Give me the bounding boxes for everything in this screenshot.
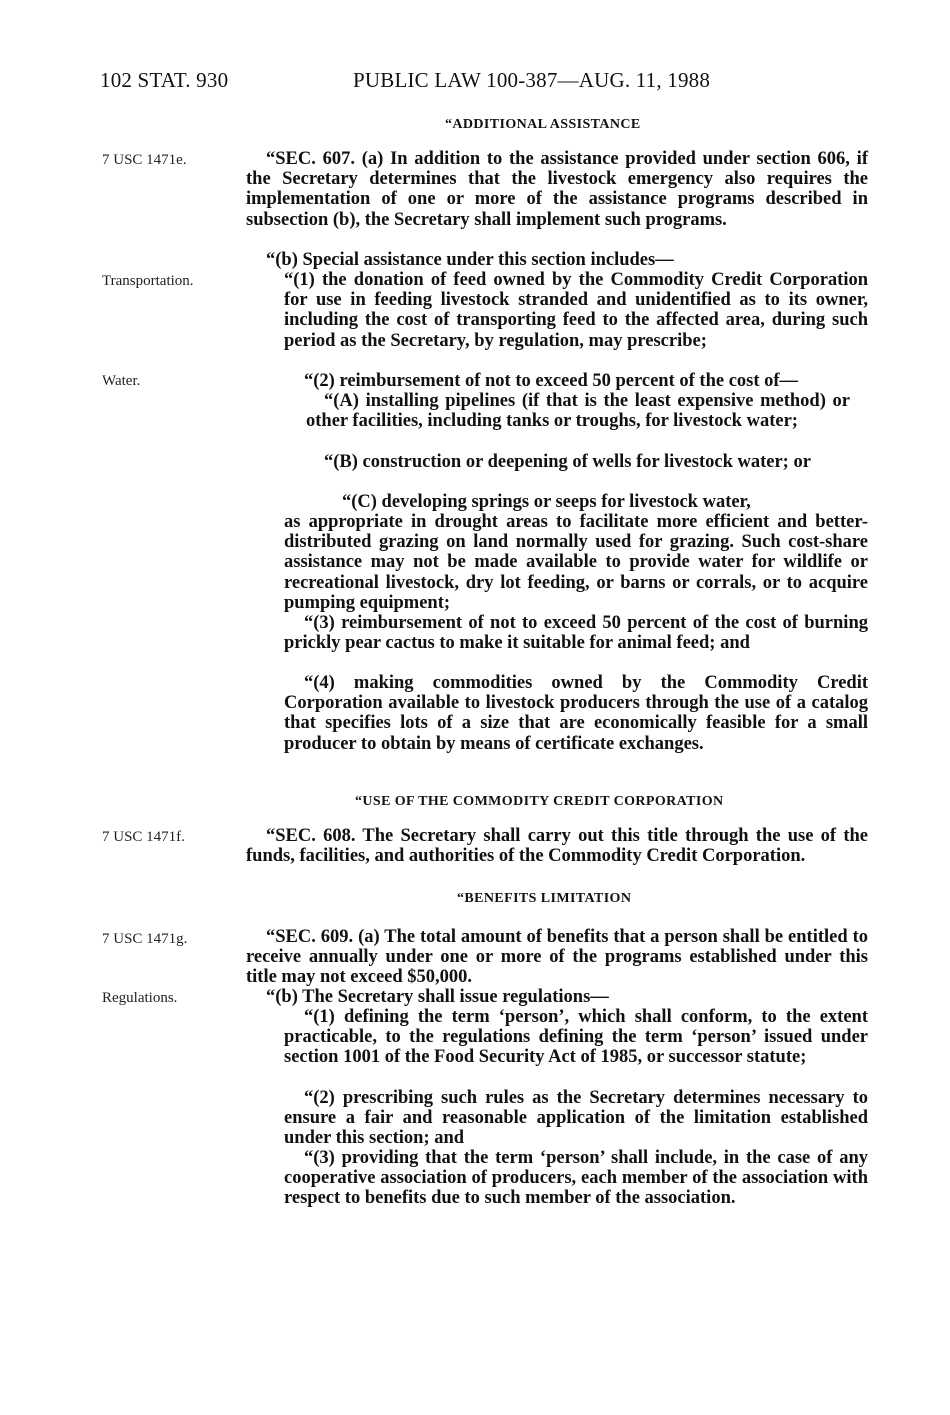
sec-607-b-paragraph-4: “(4) making commodities owned by the Commodity Credit Corporation available to livestock producers through the use of a catalog that specifies lots of a size that are economically feasible for a small producer to obtain by means of certificate exchanges.	[284, 673, 868, 754]
sec-609-subsection-b: “(b) The Secretary shall issue regulations—	[266, 987, 609, 1007]
heading-use-of-ccc: “USE OF THE COMMODITY CREDIT CORPORATION	[355, 794, 724, 809]
sec-607-b-2-B: “(B) construction or deepening of wells for livestock water; or	[324, 452, 811, 472]
margin-note-7-usc-1471f: 7 USC 1471f.	[102, 829, 185, 845]
sec-609-b-paragraph-1: “(1) defining the term ‘person’, which shall conform, to the extent practicable, to the regulations defining the term ‘person’ issued under section 1001 of the Food Security Act of 1985, or successor statute;	[284, 1007, 868, 1068]
sec-608-text: “SEC. 608. The Secretary shall carry out this title through the use of the funds, facilities, and authorities of the Commodity Credit Corporation.	[246, 826, 868, 867]
sec-607-b-2-C: “(C) developing springs or seeps for livestock water,	[342, 492, 751, 512]
page-stat-number: 102 STAT. 930	[100, 68, 229, 92]
sec-607-b-paragraph-2: “(2) reimbursement of not to exceed 50 percent of the cost of—	[304, 371, 799, 391]
margin-note-transportation: Transportation.	[102, 273, 194, 289]
heading-benefits-limitation: “BENEFITS LIMITATION	[457, 891, 632, 906]
sec-607-b-paragraph-3: “(3) reimbursement of not to exceed 50 percent of the cost of burning prickly pear cactus to make it suitable for animal feed; and	[284, 613, 868, 654]
margin-note-regulations: Regulations.	[102, 990, 178, 1006]
sec-607-b-2-A: “(A) installing pipelines (if that is the least expensive method) or other facilities, including tanks or troughs, for livestock water;	[306, 391, 850, 432]
margin-note-7-usc-1471g: 7 USC 1471g.	[102, 931, 188, 947]
margin-note-7-usc-1471e: 7 USC 1471e.	[102, 152, 187, 168]
sec-607-subsection-b: “(b) Special assistance under this section includes—	[266, 250, 674, 270]
sec-609-subsection-a: “SEC. 609. (a) The total amount of benefits that a person shall be entitled to receive annually under one or more of the programs established under this title may not exceed $50,000.	[246, 927, 868, 988]
sec-609-b-paragraph-3: “(3) providing that the term ‘person’ shall include, in the case of any cooperative association of producers, each member of the association with respect to benefits due to such member of the association.	[284, 1148, 868, 1209]
sec-609-b-paragraph-2: “(2) prescribing such rules as the Secretary determines necessary to ensure a fair and reasonable application of the limitation established under this section; and	[284, 1088, 868, 1149]
sec-607-subsection-a: “SEC. 607. (a) In addition to the assistance provided under section 606, if the Secretary determines that the livestock emergency also requires the implementation of one or more of the assistance programs described in subsection (b), the Secretary shall implement such programs.	[246, 149, 868, 230]
running-title: PUBLIC LAW 100-387—AUG. 11, 1988	[353, 68, 711, 92]
heading-additional-assistance: “ADDITIONAL ASSISTANCE	[445, 117, 641, 132]
sec-607-b-2-flush-text: as appropriate in drought areas to facilitate more efficient and better-distributed grazing on land normally used for grazing. Such cost-share assistance may not be made available to provide water for wildlife or recreational livestock, dry lot feeding, or barns or corrals, or to acquire pumping equipment;	[284, 512, 868, 613]
sec-607-b-paragraph-1: “(1) the donation of feed owned by the Commodity Credit Corporation for use in feeding livestock stranded and unidentified as to its owner, including the cost of transporting feed to the affected area, during such period as the Secretary, by regulation, may prescribe;	[284, 270, 868, 351]
margin-note-water: Water.	[102, 373, 141, 389]
